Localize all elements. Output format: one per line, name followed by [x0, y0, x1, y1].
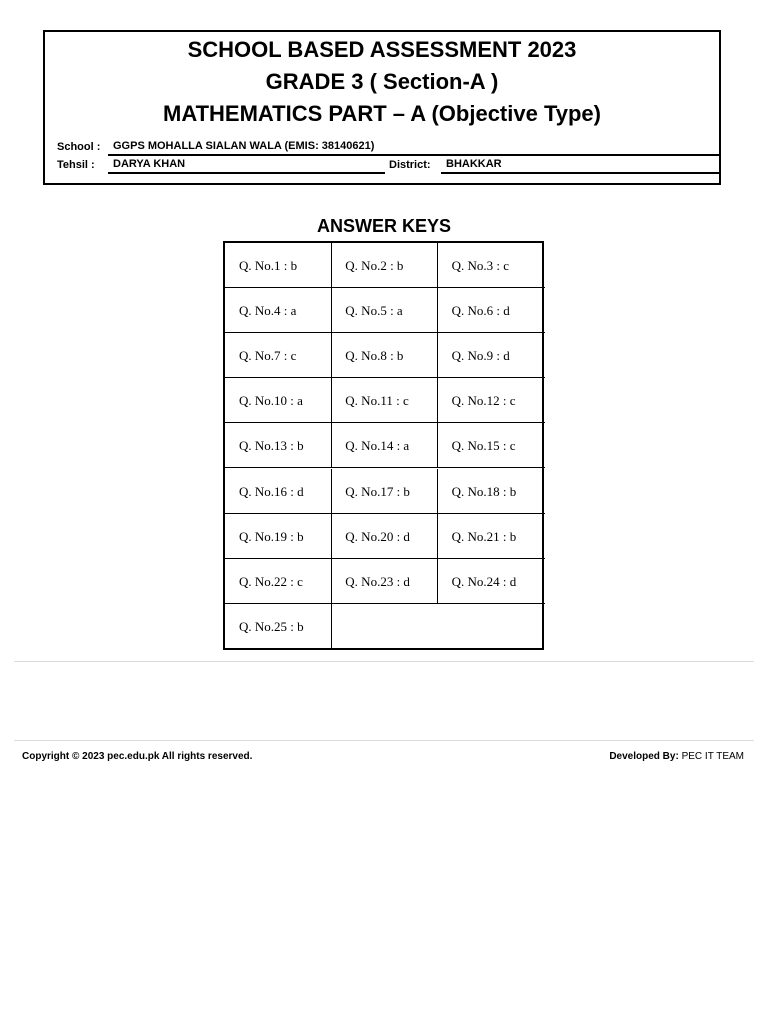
developed-by-label: Developed By:: [609, 751, 679, 762]
answer-cell: Q. No.11 : c: [331, 378, 438, 423]
assessment-title: SCHOOL BASED ASSESSMENT 2023: [187, 37, 577, 62]
answer-cell: Q. No.3 : c: [438, 243, 545, 288]
school-value: GGPS MOHALLA SIALAN WALA (EMIS: 38140621): [108, 139, 719, 156]
answer-cell: Q. No.21 : b: [438, 514, 545, 559]
answer-cell: Q. No.19 : b: [225, 514, 332, 559]
answer-cell: Q. No.23 : d: [331, 559, 438, 604]
answer-cell: Q. No.20 : d: [331, 514, 438, 559]
school-label: School :: [57, 141, 101, 153]
answer-cell: Q. No.13 : b: [225, 423, 332, 468]
developer-name: PEC IT TEAM: [681, 751, 744, 762]
answer-cell: Q. No.24 : d: [438, 559, 545, 604]
tehsil-label: Tehsil :: [57, 159, 95, 171]
answer-cell: Q. No.2 : b: [331, 243, 438, 288]
grade-title: GRADE 3 ( Section-A ): [265, 69, 499, 94]
answer-cell: Q. No.14 : a: [331, 423, 438, 468]
district-label: District:: [389, 159, 431, 171]
answer-cell: Q. No.17 : b: [331, 469, 438, 514]
answer-keys-table: [223, 241, 544, 650]
divider: [14, 661, 754, 662]
answer-cell: Q. No.25 : b: [225, 604, 332, 649]
copyright-text: Copyright © 2023 pec.edu.pk All rights reserved.: [22, 751, 253, 762]
answer-cell: Q. No.4 : a: [225, 288, 332, 333]
answer-cell: Q. No.6 : d: [438, 288, 545, 333]
answer-cell: Q. No.18 : b: [438, 469, 545, 514]
header-box: [43, 30, 721, 185]
developer-credit: [609, 750, 744, 764]
answer-cell: Q. No.15 : c: [438, 423, 545, 468]
answer-cell: Q. No.7 : c: [225, 333, 332, 378]
subject-title: MATHEMATICS PART – A (Objective Type): [163, 101, 601, 126]
answer-cell: Q. No.8 : b: [331, 333, 438, 378]
answer-cell: Q. No.16 : d: [225, 469, 332, 514]
answer-cell: Q. No.5 : a: [331, 288, 438, 333]
footer-divider: [14, 740, 754, 741]
answer-cell: Q. No.10 : a: [225, 378, 332, 423]
answer-keys-title: ANSWER KEYS: [316, 216, 451, 236]
answer-cell: Q. No.22 : c: [225, 559, 332, 604]
district-value: BHAKKAR: [441, 157, 719, 174]
answer-cell: Q. No.9 : d: [438, 333, 545, 378]
tehsil-value: DARYA KHAN: [108, 157, 385, 174]
answer-cell: Q. No.12 : c: [438, 378, 545, 423]
answer-cell: Q. No.1 : b: [225, 243, 332, 288]
